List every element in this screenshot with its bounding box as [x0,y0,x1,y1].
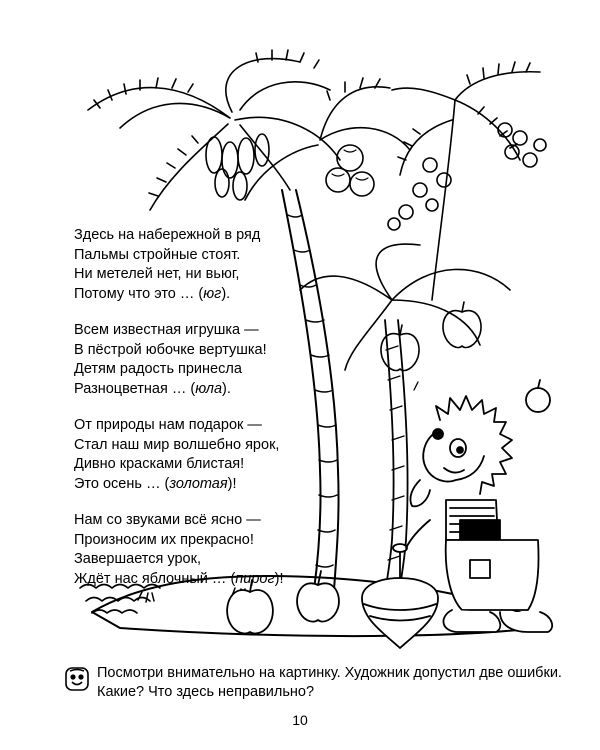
poem-line: Дивно красками блистая! [74,456,245,472]
poem-line: Стал наш мир волшебно ярок, [74,436,280,453]
riddle-suffix: ). [222,380,231,397]
riddle-suffix: ). [221,285,231,302]
poem-line-with-answer [74,475,324,495]
fern-tree [388,62,546,300]
stanza-1 [74,226,324,304]
stanza-4 [74,511,324,589]
poem-line-with-answer [74,570,324,590]
stanza-2 [74,321,324,399]
riddle-prefix: Ждёт нас яблочный … ( [74,570,236,587]
poem-line: Детям радость принесла [74,361,242,377]
riddle-answer: золотая [169,475,228,492]
stanza-3 [74,416,324,494]
poem-line: От природы нам подарок — [74,417,262,433]
riddle-answer: пирог [235,570,275,587]
poem-line-with-answer [74,380,324,400]
left-palm-fronds [88,50,340,210]
page-number: 10 [292,712,308,728]
poem [74,226,324,606]
riddle-answer: юла [195,380,223,397]
riddle-suffix: )! [274,570,284,587]
task-line-2: Какие? Что здесь неправильно? [97,684,315,700]
riddle-prefix: Разноцветная … ( [74,380,196,397]
coconut-palm [245,78,410,200]
riddle-suffix: )! [227,475,237,492]
poem-line: Нам со звуками всё ясно — [74,512,261,528]
hedgehog-overalls [446,540,539,610]
task-line-1: Посмотри внимательно на картинку. Художник допустил две ошибки. [97,665,562,681]
banana-bunch [206,134,269,200]
poem-line-with-answer [74,285,324,305]
poem-line: В пёстрой юбочке вертушка! [74,341,267,358]
poem-line: Завершается урок, [74,551,201,567]
smiling-face-icon [64,666,90,692]
task-text [97,664,587,702]
poem-line: Всем известная игрушка — [74,322,259,338]
poem-line: Пальмы стройные стоят. [74,246,241,263]
round-fruits [388,123,546,230]
riddle-answer: юг [203,285,222,302]
riddle-prefix: Это осень … ( [74,475,170,492]
poem-line: Здесь на набережной в ряд [74,227,261,243]
poem-line: Ни метелей нет, ни вьюг, [74,266,240,282]
poem-line: Произносим их прекрасно! [74,531,254,548]
riddle-prefix: Потому что это … ( [74,285,204,302]
